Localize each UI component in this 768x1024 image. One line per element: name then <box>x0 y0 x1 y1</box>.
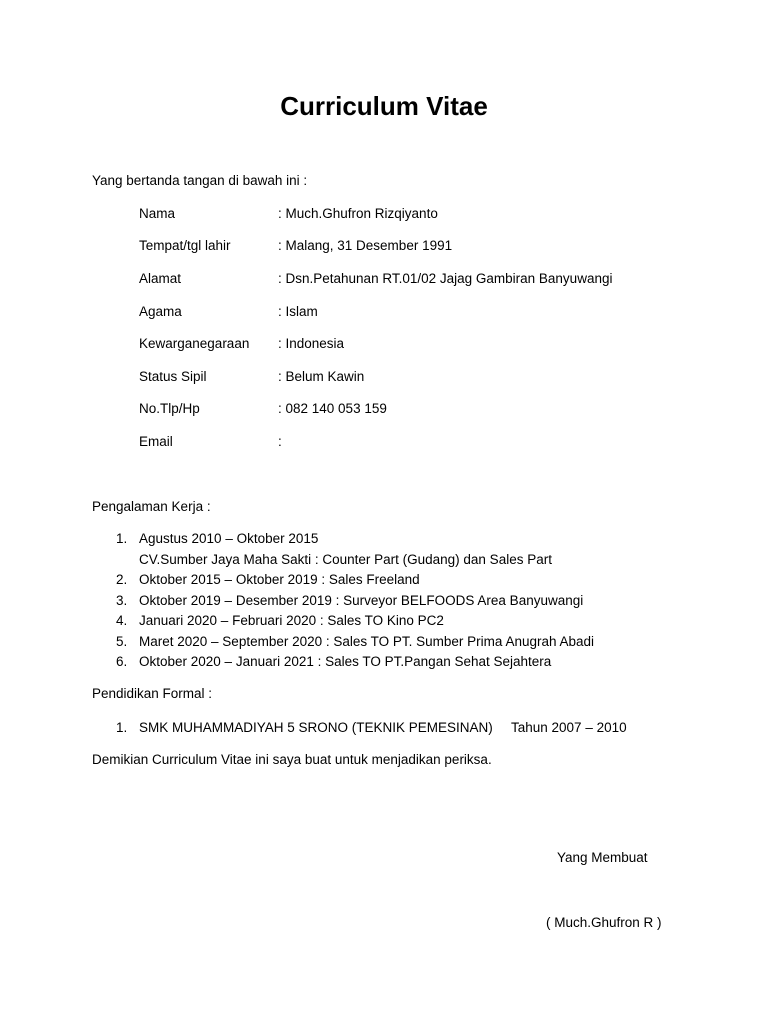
personal-label-phone: No.Tlp/Hp <box>139 401 200 416</box>
experience-number: 5. <box>116 634 128 649</box>
personal-value-address: : Dsn.Petahunan RT.01/02 Jajag Gambiran Banyuwangi <box>278 271 613 286</box>
experience-number: 3. <box>116 593 128 608</box>
personal-value-email: : <box>278 434 282 449</box>
experience-item-line: Maret 2020 – September 2020 : Sales TO PT. Sumber Prima Anugrah Abadi <box>139 634 595 649</box>
experience-number: 6. <box>116 654 128 669</box>
experience-item-line: Oktober 2015 – Oktober 2019 : Sales Freeland <box>139 572 420 587</box>
experience-item-line: Oktober 2020 – Januari 2021 : Sales TO PT.Pangan Sehat Sejahtera <box>139 654 552 669</box>
closing-text: Demikian Curriculum Vitae ini saya buat untuk menjadikan periksa. <box>92 752 492 767</box>
personal-value-nama: : Much.Ghufron Rizqiyanto <box>278 206 438 221</box>
personal-value-religion: : Islam <box>278 304 318 319</box>
experience-item-line: Oktober 2019 – Desember 2019 : Surveyor BELFOODS Area Banyuwangi <box>139 593 584 608</box>
experience-heading: Pengalaman Kerja : <box>92 499 211 514</box>
personal-label-nama: Nama <box>139 206 176 221</box>
personal-label-religion: Agama <box>139 304 182 319</box>
personal-label-birth: Tempat/tgl lahir <box>139 238 231 253</box>
experience-number: 4. <box>116 613 128 628</box>
education-school: SMK MUHAMMADIYAH 5 SRONO (TEKNIK PEMESINAN) <box>139 720 493 735</box>
page-title: Curriculum Vitae <box>280 91 488 121</box>
personal-value-birth: : Malang, 31 Desember 1991 <box>278 238 453 253</box>
personal-value-marital: : Belum Kawin <box>278 369 365 384</box>
experience-item-line: CV.Sumber Jaya Maha Sakti : Counter Part (Gudang) dan Sales Part <box>139 552 552 567</box>
experience-number: 2. <box>116 572 128 587</box>
personal-label-citizenship: Kewarganegaraan <box>139 336 250 351</box>
signature-label: Yang Membuat <box>557 850 648 865</box>
experience-item-line: Agustus 2010 – Oktober 2015 <box>139 531 319 546</box>
personal-label-address: Alamat <box>139 271 182 286</box>
signature-name: ( Much.Ghufron R ) <box>546 915 662 930</box>
education-years: Tahun 2007 – 2010 <box>511 720 627 735</box>
experience-item-line: Januari 2020 – Februari 2020 : Sales TO Kino PC2 <box>139 613 444 628</box>
education-heading: Pendidikan Formal : <box>92 686 213 701</box>
personal-label-marital: Status Sipil <box>139 369 207 384</box>
education-number: 1. <box>116 720 128 735</box>
experience-number: 1. <box>116 531 128 546</box>
personal-value-citizenship: : Indonesia <box>278 336 345 351</box>
intro-text: Yang bertanda tangan di bawah ini : <box>92 173 308 188</box>
personal-value-phone: : 082 140 053 159 <box>278 401 387 416</box>
personal-label-email: Email <box>139 434 173 449</box>
